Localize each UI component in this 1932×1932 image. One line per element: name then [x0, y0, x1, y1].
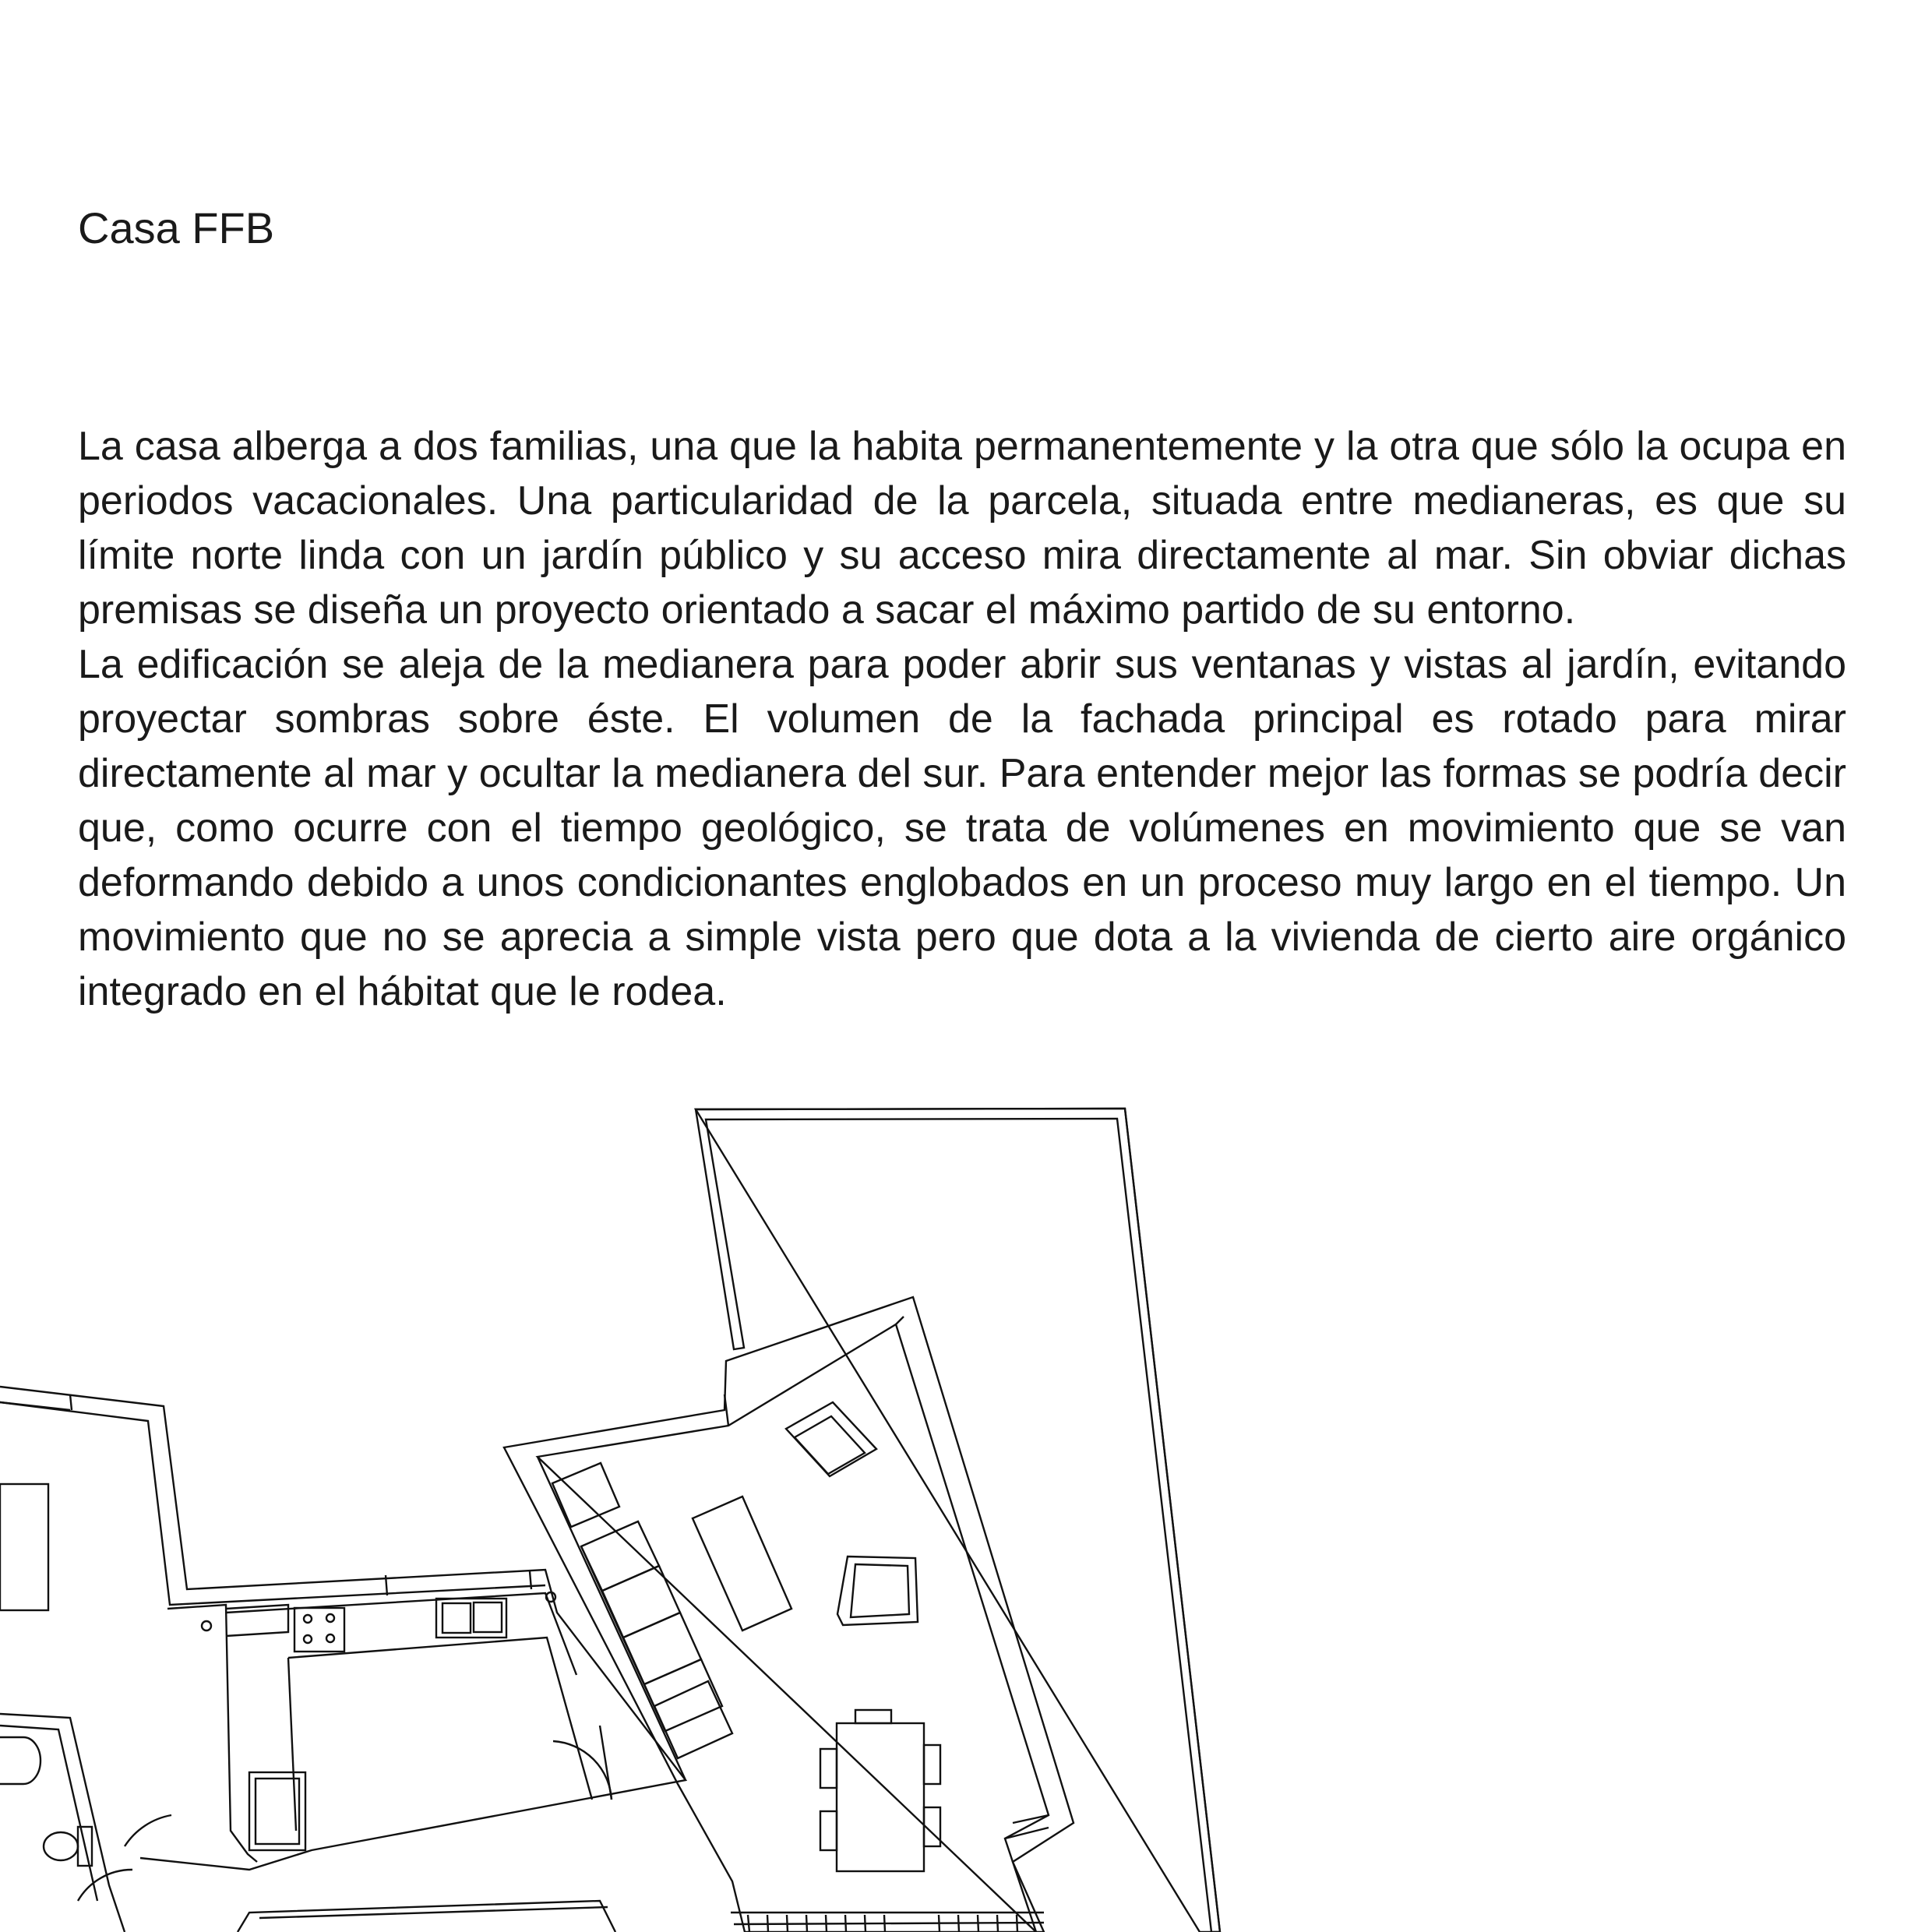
- paragraph-1: La casa alberga a dos familias, una que la habita permanentemente y la otra que sólo la ocupa en periodos vacacionales. Una particularidad de la parcela, situada entre medianeras, es que su límite norte linda con un jardín público y su acceso mira directamente al mar. Sin obviar dichas premisas se diseña un proyecto orientado a sacar el máximo partido de su entorno.: [78, 424, 1846, 633]
- bottom-room: [238, 1901, 615, 1932]
- kitchen-counter: [167, 1592, 592, 1862]
- coffee-table: [693, 1497, 791, 1631]
- armchair-top: [786, 1402, 876, 1476]
- floor-plan-drawing: [0, 1091, 1932, 1932]
- fridge: [249, 1772, 305, 1850]
- stairs: [731, 1913, 1044, 1932]
- living-volume: [504, 1297, 1074, 1932]
- left-wing-walls: [0, 1387, 686, 1870]
- doors: [78, 1726, 612, 1901]
- armchair-mid: [837, 1557, 918, 1625]
- dining-table: [820, 1710, 940, 1871]
- left-room: [0, 1484, 48, 1610]
- page-title: Casa FFB: [78, 203, 275, 252]
- description-text: [78, 419, 1846, 1019]
- paragraph-2: La edificación se aleja de la medianera para poder abrir sus ventanas y vistas al jardín, evitando proyectar sombras sobre éste. El volumen de la fachada principal es rotado para mirar directamente al mar y ocultar la medianera del sur. Para entender mejor las formas se podría decir que, como ocurre con el tiempo geológico, se trata de volúmenes en movimiento que se van deformando debido a unos condicionantes englobados en un proceso muy largo en el tiempo. Un movimiento que no se aprecia a simple vista pero que dota a la vivienda de cierto aire orgánico integrado en el hábitat que le rodea.: [78, 642, 1846, 1014]
- bathroom: [0, 1714, 125, 1932]
